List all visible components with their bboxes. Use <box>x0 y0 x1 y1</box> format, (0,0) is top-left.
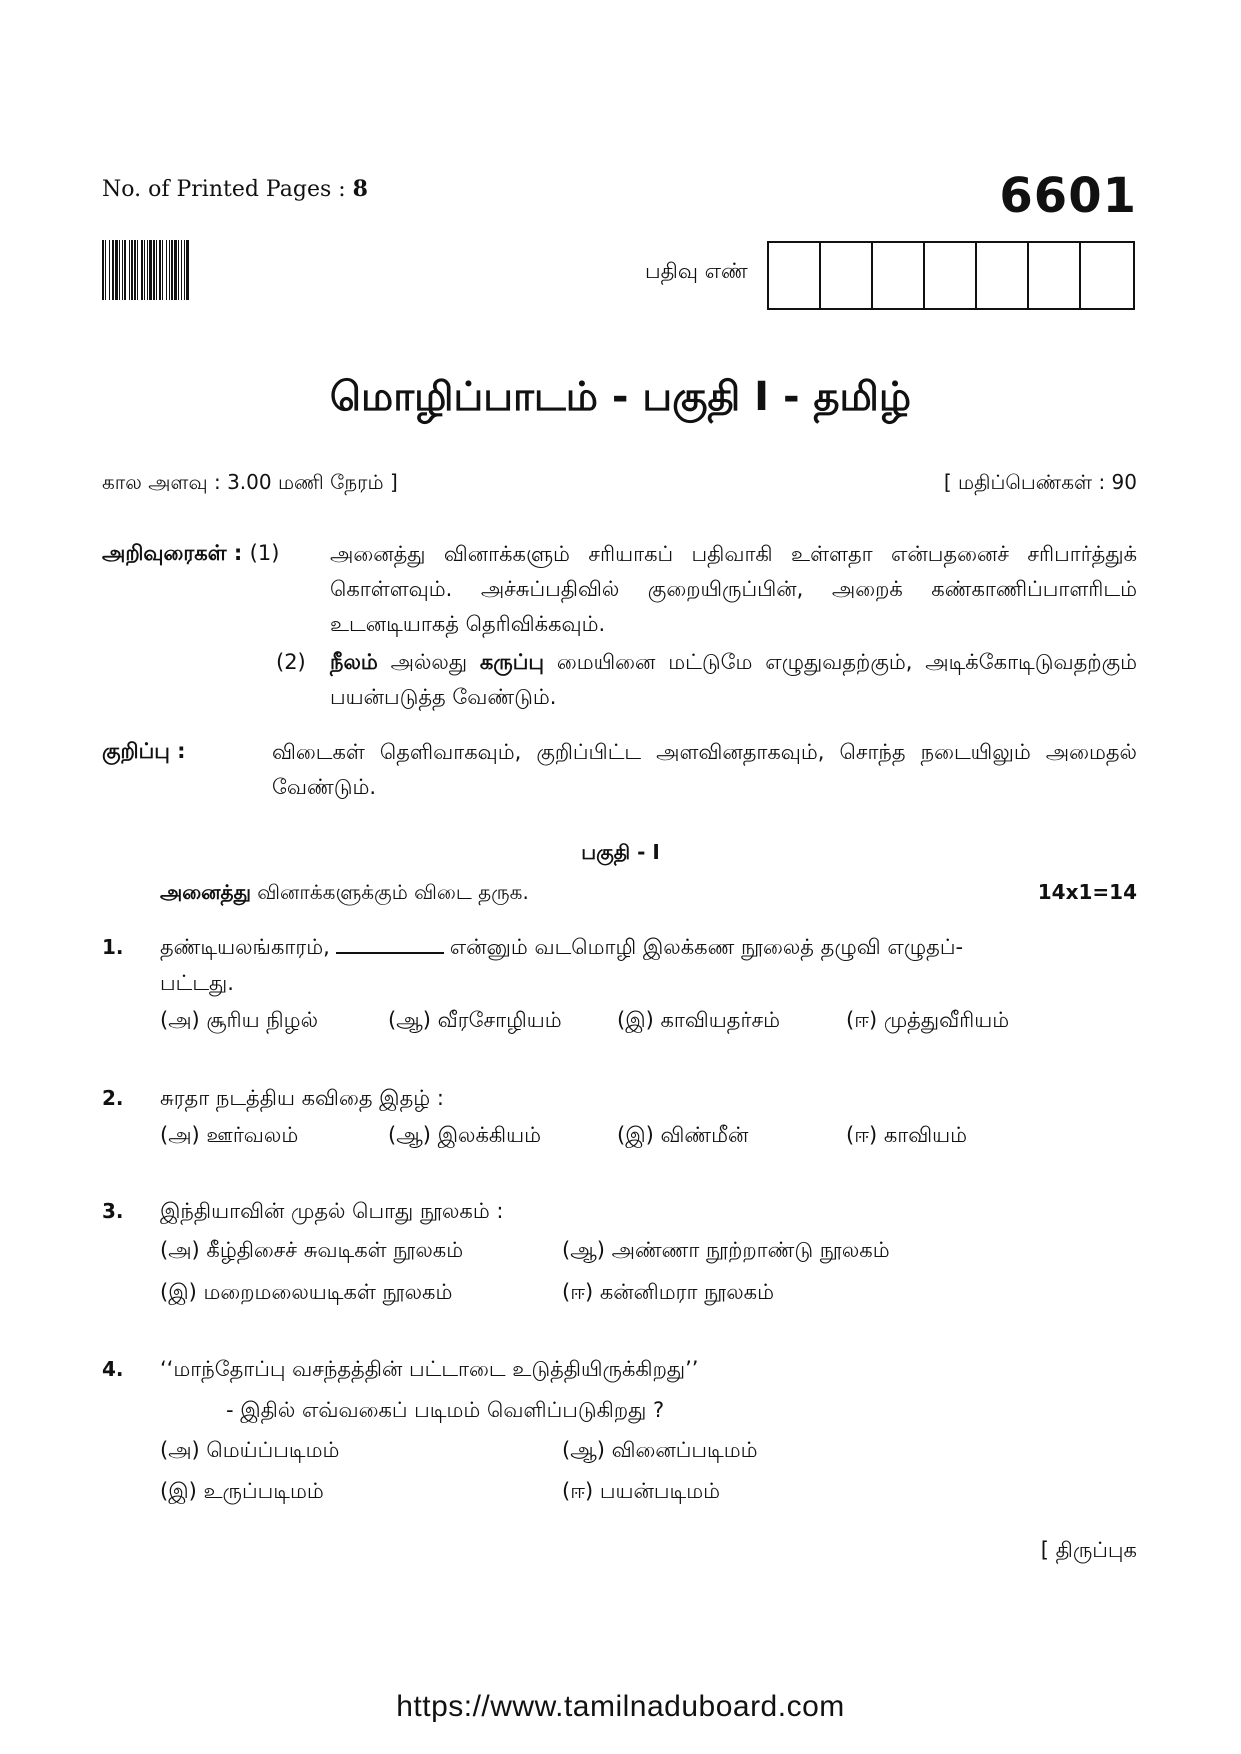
register-digit-box[interactable] <box>873 243 925 308</box>
register-digit-box[interactable] <box>821 243 873 308</box>
question-text: இந்தியாவின் முதல் பொது நூலகம் : <box>160 1199 504 1223</box>
option[interactable]: (ஆ) அண்ணா நூற்றாண்டு நூலகம் <box>562 1238 890 1262</box>
option[interactable]: (அ) கீழ்திசைச் சுவடிகள் நூலகம் <box>160 1238 464 1262</box>
paper-code: 6601 <box>999 168 1137 224</box>
instructions-heading: அறிவுரைகள் : <box>102 541 243 565</box>
fill-in-blank <box>336 952 444 954</box>
turn-over-note: [ திருப்புக <box>1040 1538 1137 1562</box>
question-1-text-wrap: பட்டது. <box>160 971 234 995</box>
instruction-2-number: (2) <box>276 650 306 674</box>
option[interactable]: (இ) மறைமலையடிகள் நூலகம் <box>160 1280 453 1304</box>
option[interactable]: (ஆ) வீரசோழியம் <box>388 1008 562 1032</box>
exam-duration: கால அளவு : 3.00 மணி நேரம் ] <box>102 470 398 494</box>
question-1-text-end: என்னும் வடமொழி இலக்கண நூலைத் தழுவி எழுதப்- <box>449 935 964 959</box>
instruction-1-number: (1) <box>249 541 280 565</box>
printed-pages-value: 8 <box>352 176 368 202</box>
note-label: குறிப்பு : <box>102 739 186 763</box>
instructions-label <box>102 541 279 568</box>
option[interactable]: (அ) ஊர்வலம் <box>160 1123 299 1147</box>
option[interactable]: (ஈ) பயன்படிமம் <box>562 1479 721 1503</box>
option[interactable]: (ஆ) வினைப்படிமம் <box>562 1438 758 1462</box>
marks-scheme: 14x1=14 <box>1037 880 1137 904</box>
section-instruction-bold: அனைத்து <box>160 880 251 904</box>
register-digit-box[interactable] <box>925 243 977 308</box>
ink-blue: நீலம் <box>330 650 378 674</box>
max-marks: [ மதிப்பெண்கள் : 90 <box>943 470 1137 494</box>
question-number: 4. <box>102 1357 124 1381</box>
ink-black: கருப்பு <box>479 650 545 674</box>
section-title: பகுதி - I <box>581 840 660 864</box>
question-number: 1. <box>102 935 124 959</box>
note-text: விடைகள் தெளிவாகவும், குறிப்பிட்ட அளவினதாகவும், சொந்த நடையிலும் அமைதல் வேண்டும். <box>272 740 1137 799</box>
register-digit-box[interactable] <box>1029 243 1081 308</box>
option[interactable]: (இ) காவியதர்சம் <box>617 1008 780 1032</box>
option[interactable]: (ஈ) காவியம் <box>846 1123 968 1147</box>
instruction-1-text: அனைத்து வினாக்களும் சரியாகப் பதிவாகி உள்ளதா என்பதனைச் சரிபார்த்துக் கொள்ளவும். அச்சுப்பதிவில் குறையிருப்பின், அறைக் கண்காணிப்பாளரிடம் உடனடியாகத் தெரிவிக்கவும். <box>330 542 1137 636</box>
instruction-2-or: அல்லது <box>390 650 468 674</box>
footer-url[interactable]: https://www.tamilnaduboard.com <box>396 1690 845 1723</box>
register-digit-box[interactable] <box>769 243 821 308</box>
option[interactable]: (அ) சூரிய நிழல் <box>160 1008 319 1032</box>
option[interactable]: (இ) உருப்படிமம் <box>160 1479 324 1503</box>
section-instruction <box>160 880 529 907</box>
option[interactable]: (ஆ) இலக்கியம் <box>388 1123 542 1147</box>
instruction-2-text <box>330 645 1137 715</box>
printed-pages-label: No. of Printed Pages : <box>102 177 346 202</box>
question-number: 3. <box>102 1199 124 1223</box>
option[interactable]: (இ) விண்மீன் <box>617 1123 749 1147</box>
question-1-text-start: தண்டியலங்காரம், <box>160 935 330 959</box>
option[interactable]: (ஈ) முத்துவீரியம் <box>846 1008 1010 1032</box>
question-text: ‘‘மாந்தோப்பு வசந்தத்தின் பட்டாடை உடுத்தியிருக்கிறது’’ <box>160 1357 699 1381</box>
option[interactable]: (ஈ) கன்னிமரா நூலகம் <box>562 1280 774 1304</box>
register-digit-box[interactable] <box>1081 243 1133 308</box>
barcode-image <box>102 240 268 300</box>
page-title: மொழிப்பாடம் - பகுதி I - தமிழ் <box>329 374 912 420</box>
register-digit-box[interactable] <box>977 243 1029 308</box>
register-number-label: பதிவு எண் <box>645 259 748 283</box>
question-text <box>160 929 1100 1001</box>
option[interactable]: (அ) மெய்ப்படிமம் <box>160 1438 340 1462</box>
printed-pages <box>102 176 368 202</box>
section-instruction-rest: வினாக்களுக்கும் விடை தருக. <box>257 880 529 904</box>
question-subtext: - இதில் எவ்வகைப் படிமம் வெளிப்படுகிறது ? <box>226 1398 665 1422</box>
instruction-2-rest: மையினை மட்டுமே எழுதுவதற்கும், அடிக்கோடிடுவதற்கும் பயன்படுத்த வேண்டும். <box>330 650 1138 709</box>
question-text: சுரதா நடத்திய கவிதை இதழ் : <box>160 1086 444 1110</box>
question-number: 2. <box>102 1086 124 1110</box>
register-number-boxes[interactable] <box>767 241 1135 310</box>
